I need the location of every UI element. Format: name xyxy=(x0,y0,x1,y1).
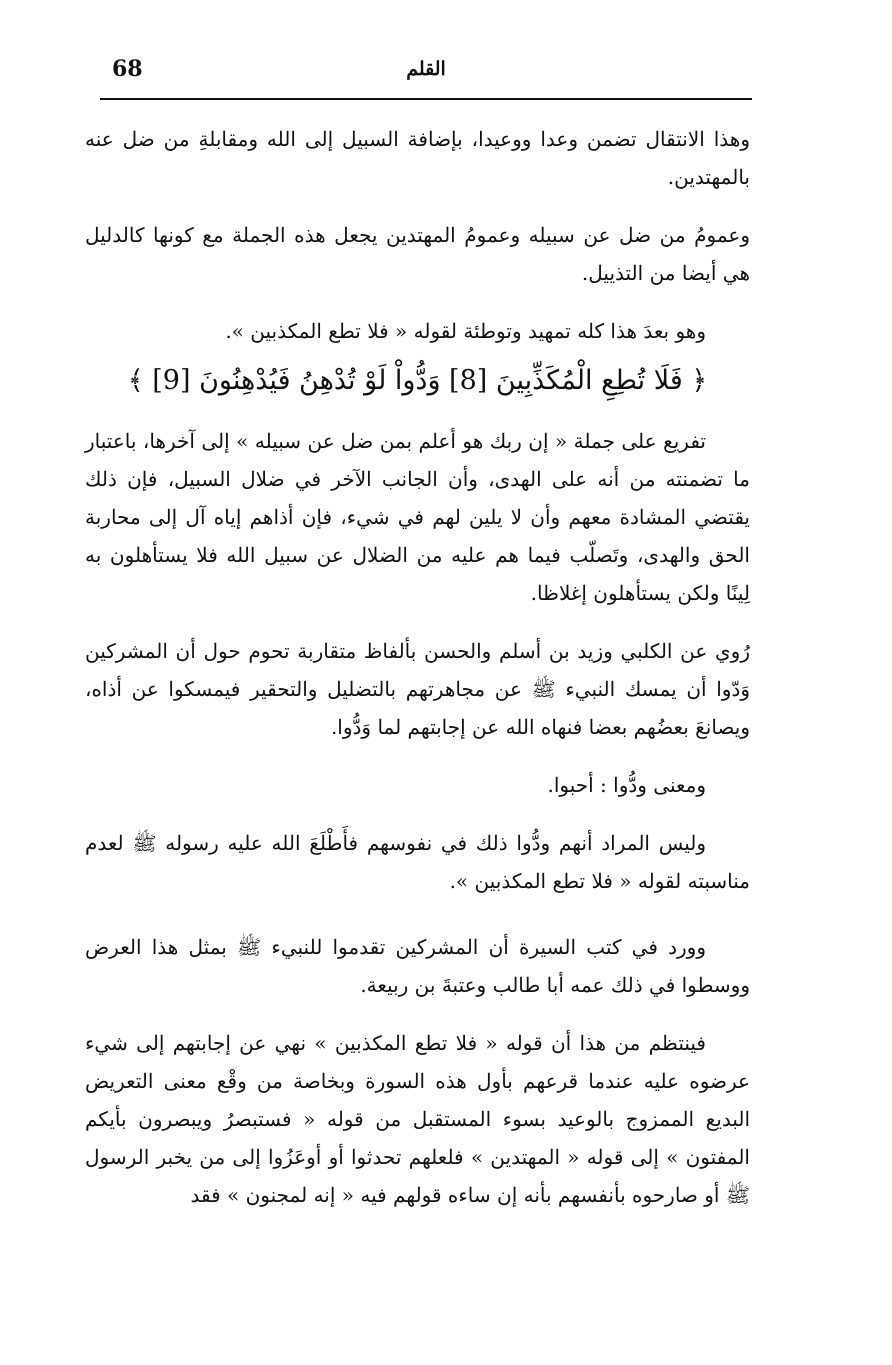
page-body xyxy=(85,120,750,1214)
paragraph-3: وهو بعدَ هذا كله تمهيد وتوطئة لقوله « فلا تطع المكذبين ». xyxy=(225,319,706,343)
page-header xyxy=(100,52,752,92)
running-title: القلم xyxy=(406,58,446,80)
paragraph-5: رُوي عن الكلبي وزيد بن أسلم والحسن بألفاظ متقاربة تحوم حول أن المشركين وَدّوا أن يمسك النبيء ﷺ عن مجاهرتهم بالتضليل والتحقير فيمسكوا عن أذاه، ويصانعَ بعضُهم بعضا فنهاه الله عن إجابتهم لما وَدُّوا. xyxy=(85,639,750,739)
paragraph-1: وهذا الانتقال تضمن وعدا ووعيدا، بإضافة السبيل إلى الله ومقابلةِ من ضل عنه بالمهتدين. xyxy=(85,127,750,189)
header-rule xyxy=(100,98,752,100)
paragraph-2: وعمومُ من ضل عن سبيله وعمومُ المهتدين يجعل هذه الجملة مع كونها كالدليل هي أيضا من التذييل. xyxy=(85,223,750,285)
page-number: 68 xyxy=(112,56,143,82)
paragraph-6: ومعنى ودُّوا : أحبوا. xyxy=(547,773,706,797)
paragraph-7: وليس المراد أنهم ودُّوا ذلك في نفوسهم فأَطْلَعَ الله عليه رسوله ﷺ لعدم مناسبته لقوله « فلا تطع المكذبين ». xyxy=(85,831,750,893)
quran-verse: ﴿ فَلَا تُطِعِ الْمُكَذِّبِينَ [8] وَدُّواْ لَوْ تُدْهِنُ فَيُدْهِنُونَ [9] ﴾ xyxy=(127,365,708,396)
paragraph-8: وورد في كتب السيرة أن المشركين تقدموا للنبيء ﷺ بمثل هذا العرض ووسطوا في ذلك عمه أبا طالب وعتبةَ بن ربيعة. xyxy=(85,935,750,997)
paragraph-4: تفريع على جملة « إن ربك هو أعلم بمن ضل عن سبيله » إلى آخرها، باعتبار ما تضمنته من أنه على الهدى، وأن الجانب الآخر في ضلال السبيل، فإن ذلك يقتضي المشادة معهم وأن لا يلين لهم في شيء، فإن أذاهم إياه آل إلى محاربة الحق والهدى، وتَصلّب فيما هم عليه من الضلال عن سبيل الله فلا يستأهلون به لِينًا ولكن يستأهلون إغلاظا. xyxy=(85,429,750,605)
paragraph-9: فينتظم من هذا أن قوله « فلا تطع المكذبين » نهي عن إجابتهم إلى شيء عرضوه عليه عندما قرعهم بأول هذه السورة وبخاصة من وقْع معنى التعريض البديع الممزوج بالوعيد بسوء المستقبل من قوله « فستبصرُ ويبصرون بأيكم المفتون » إلى قوله « المهتدين » فلعلهم تحدثوا أو أوعَزُوا إلى من يخبر الرسول ﷺ أو صارحوه بأنفسهم بأنه إن ساءه قولهم فيه « إنه لمجنون » فقد xyxy=(85,1031,750,1207)
